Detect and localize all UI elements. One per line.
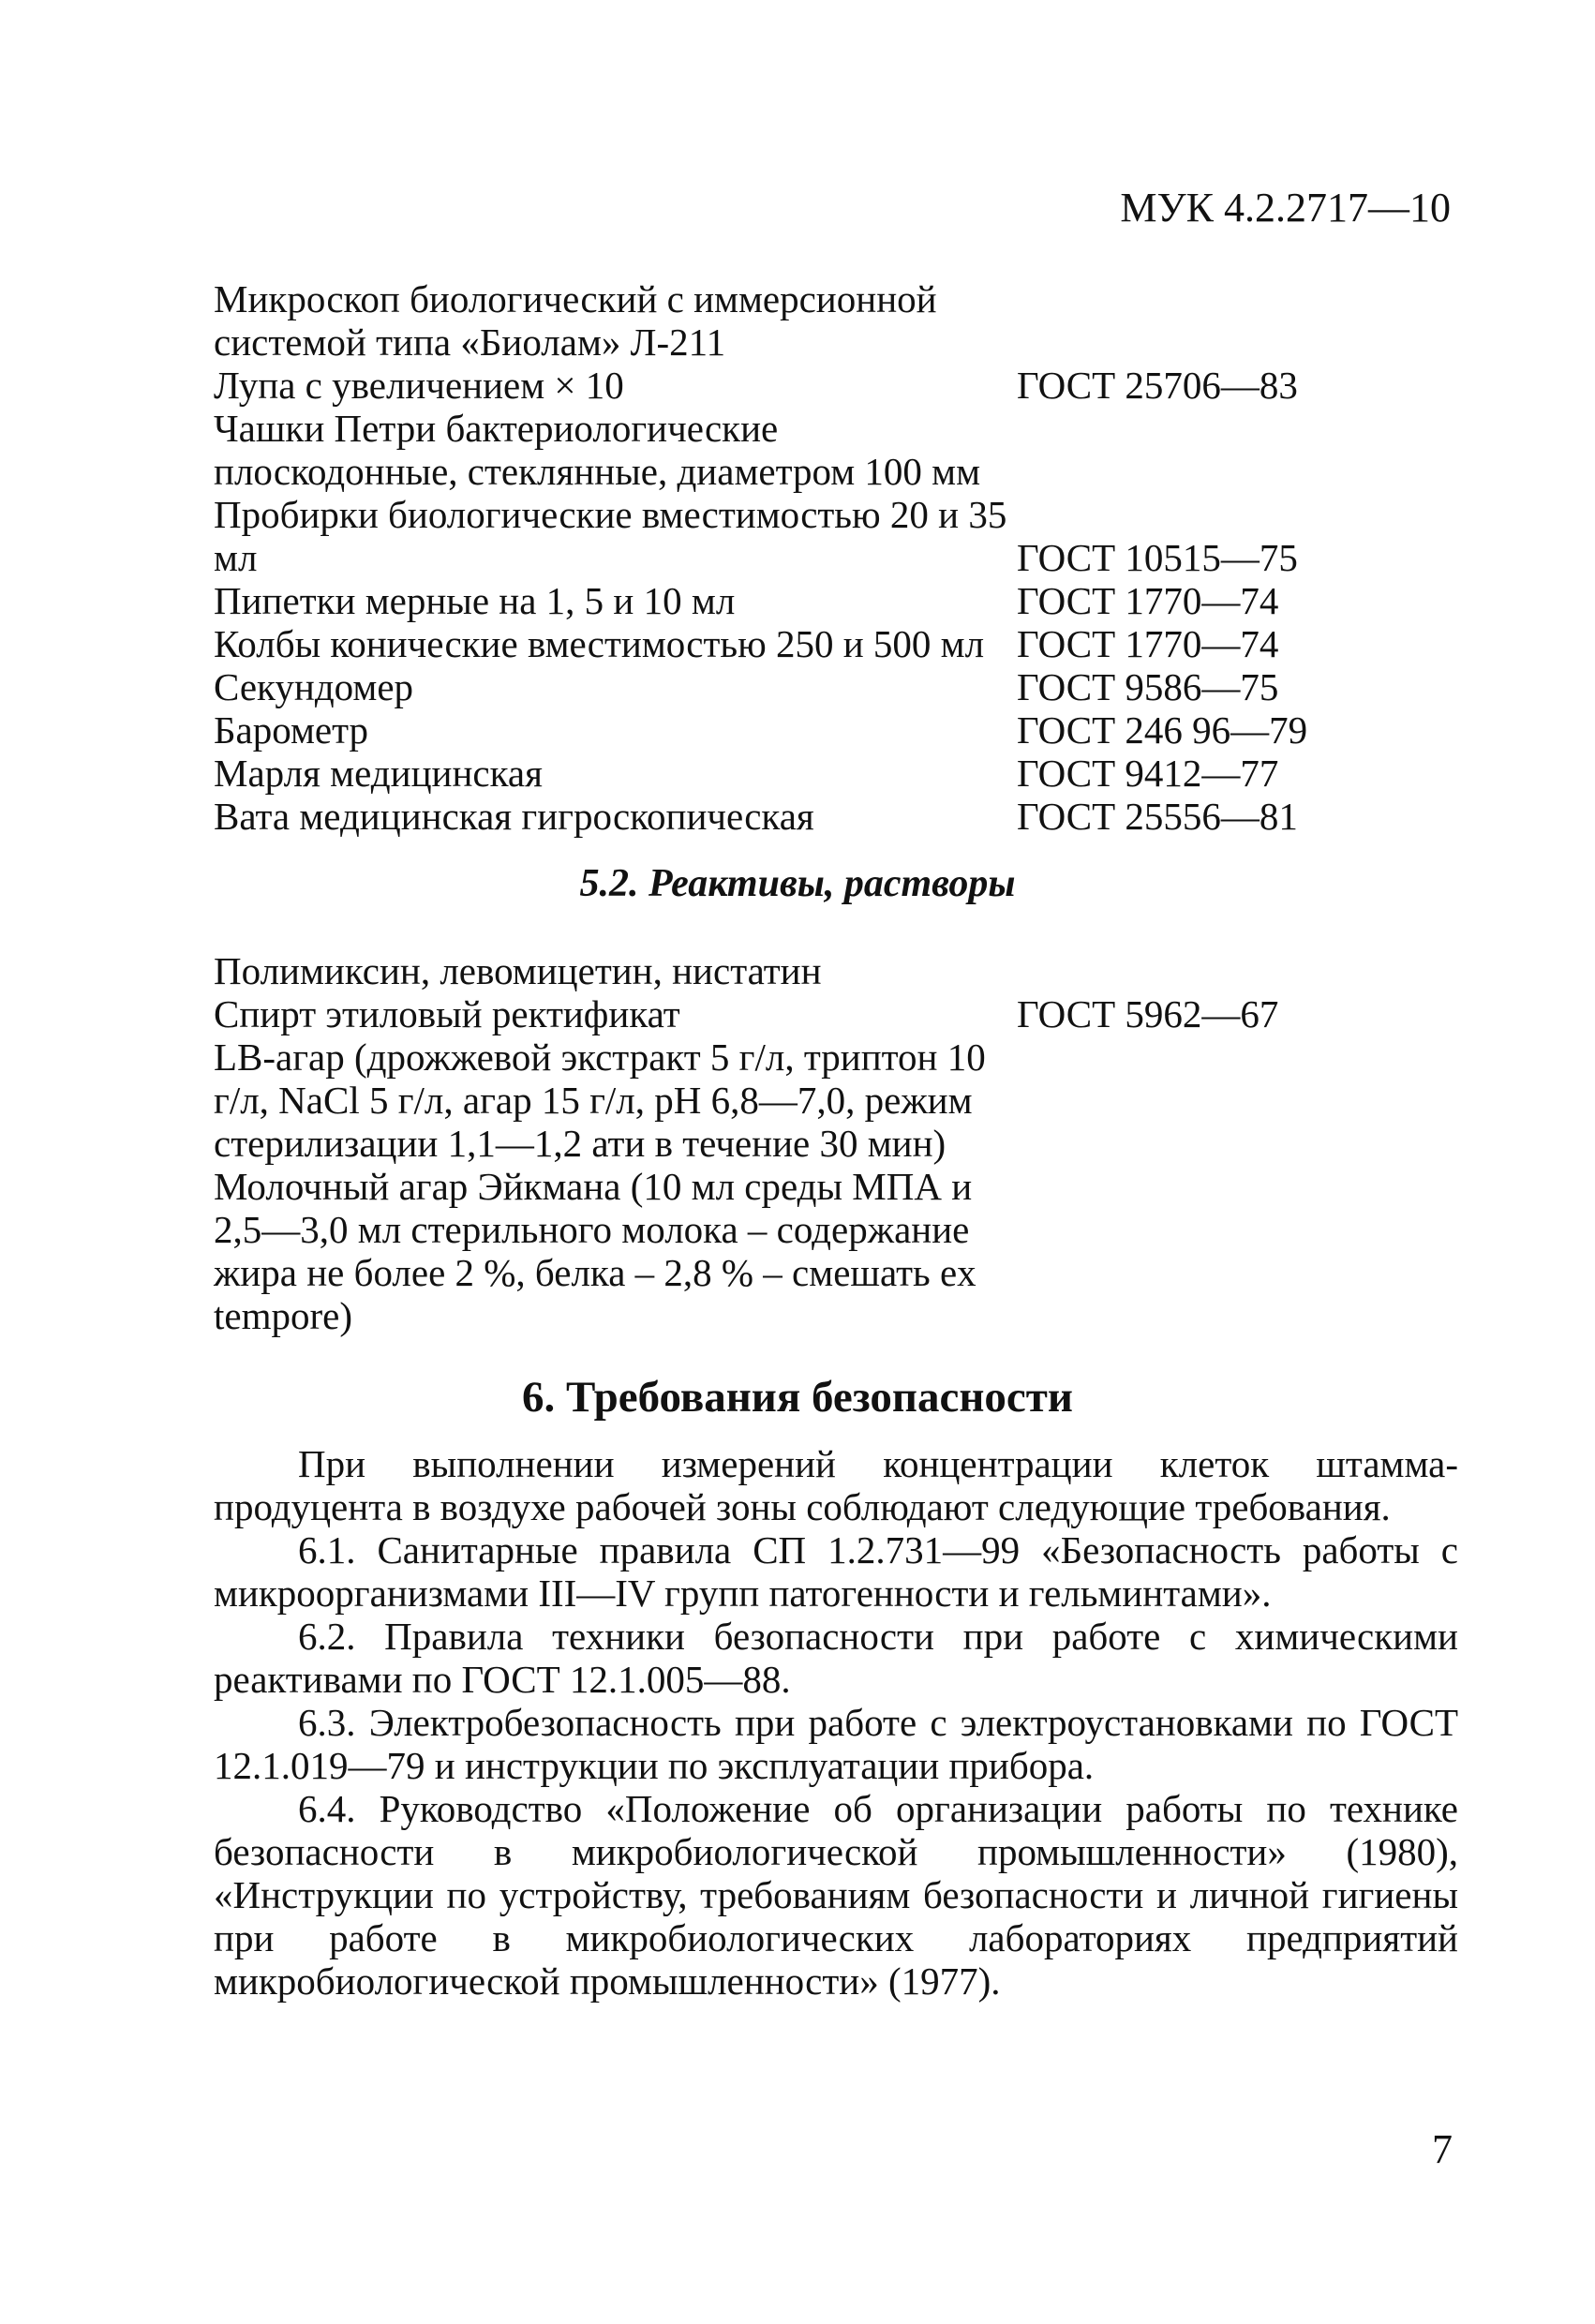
paragraph: 6.1. Санитарные правила СП 1.2.731—99 «Безопасность работы с микроорганизмами III—IV групп патогенности и гельминтами». [214, 1528, 1458, 1615]
equipment-row [214, 579, 1460, 622]
equipment-standard: ГОСТ 1770—74 [1017, 579, 1279, 622]
reagent-name: Спирт этиловый ректификат [214, 992, 680, 1035]
equipment-row [214, 277, 1460, 364]
equipment-name: Вата медицинская гигроскопическая [214, 795, 814, 838]
reagent-standard: ГОСТ 5962—67 [1017, 992, 1279, 1035]
reagent-row [214, 949, 1460, 992]
equipment-name: Пипетки мерные на 1, 5 и 10 мл [214, 579, 736, 622]
equipment-standard: ГОСТ 9586—75 [1017, 665, 1279, 708]
equipment-name: Колбы конические вместимостью 250 и 500 мл [214, 622, 985, 665]
paragraph: 6.4. Руководство «Положение об организации работы по технике безопасности в микробиологической промышленности» (1980), «Инструкции по устройству, требованиям безопасности и личной гигиены при работе в микробиологических лабораториях предприятий микробиологической промышленности» (1977). [214, 1787, 1458, 2003]
paragraph: 6.3. Электробезопасность при работе с электроустановками по ГОСТ 12.1.019—79 и инструкции по эксплуатации прибора. [214, 1701, 1458, 1787]
equipment-row [214, 708, 1460, 752]
section-title: 6. Требования безопасности [522, 1373, 1073, 1422]
equipment-name: Пробирки биологические вместимостью 20 и 35 мл [214, 493, 1007, 579]
reagent-row [214, 992, 1460, 1035]
paragraph: 6.2. Правила техники безопасности при работе с химическими реактивами по ГОСТ 12.1.005—88. [214, 1615, 1458, 1701]
equipment-name: Лупа с увеличением × 10 [214, 364, 624, 407]
reagent-row [214, 1035, 1460, 1165]
equipment-row [214, 364, 1460, 407]
equipment-standard: ГОСТ 25556—81 [1017, 795, 1298, 838]
equipment-row [214, 752, 1460, 795]
page-number: 7 [1432, 2126, 1453, 2172]
equipment-standard: ГОСТ 25706—83 [1017, 364, 1298, 407]
equipment-name: Микроскоп биологический с иммерсионной системой типа «Биолам» Л-211 [214, 277, 937, 364]
equipment-row [214, 622, 1460, 665]
safety-requirements-text [214, 1442, 1458, 2003]
equipment-name: Чашки Петри бактериологические плоскодонные, стеклянные, диаметром 100 мм [214, 407, 981, 493]
equipment-name: Марля медицинская [214, 752, 543, 795]
equipment-standard: ГОСТ 1770—74 [1017, 622, 1279, 665]
equipment-standard: ГОСТ 10515—75 [1017, 536, 1298, 579]
reagents-list [214, 949, 1460, 1337]
equipment-row [214, 795, 1460, 838]
equipment-row [214, 493, 1460, 579]
equipment-name: Барометр [214, 708, 369, 752]
equipment-standard: ГОСТ 9412—77 [1017, 752, 1279, 795]
equipment-name: Секундомер [214, 665, 414, 708]
paragraph: При выполнении измерений концентрации клеток штамма-продуцента в воздухе рабочей зоны соблюдают следующие требования. [214, 1442, 1458, 1528]
reagent-name: Молочный агар Эйкмана (10 мл среды МПА и 2,5—3,0 мл стерильного молока – содержание жира не более 2 %, белка – 2,8 % – смешать ex tempore) [214, 1165, 976, 1337]
reagent-name: LB-агар (дрожжевой экстракт 5 г/л, триптон 10 г/л, NaCl 5 г/л, агар 15 г/л, pH 6,8—7,0, режим стерилизации 1,1—1,2 ати в течение 30 мин) [214, 1035, 986, 1165]
equipment-row [214, 665, 1460, 708]
document-code: МУК 4.2.2717—10 [1120, 185, 1451, 231]
equipment-standard: ГОСТ 246 96—79 [1017, 708, 1308, 752]
reagent-row [214, 1165, 1460, 1337]
reagent-name: Полимиксин, левомицетин, нистатин [214, 949, 822, 992]
equipment-list [214, 277, 1460, 838]
equipment-row [214, 407, 1460, 493]
subsection-title: 5.2. Реактивы, растворы [579, 862, 1016, 905]
